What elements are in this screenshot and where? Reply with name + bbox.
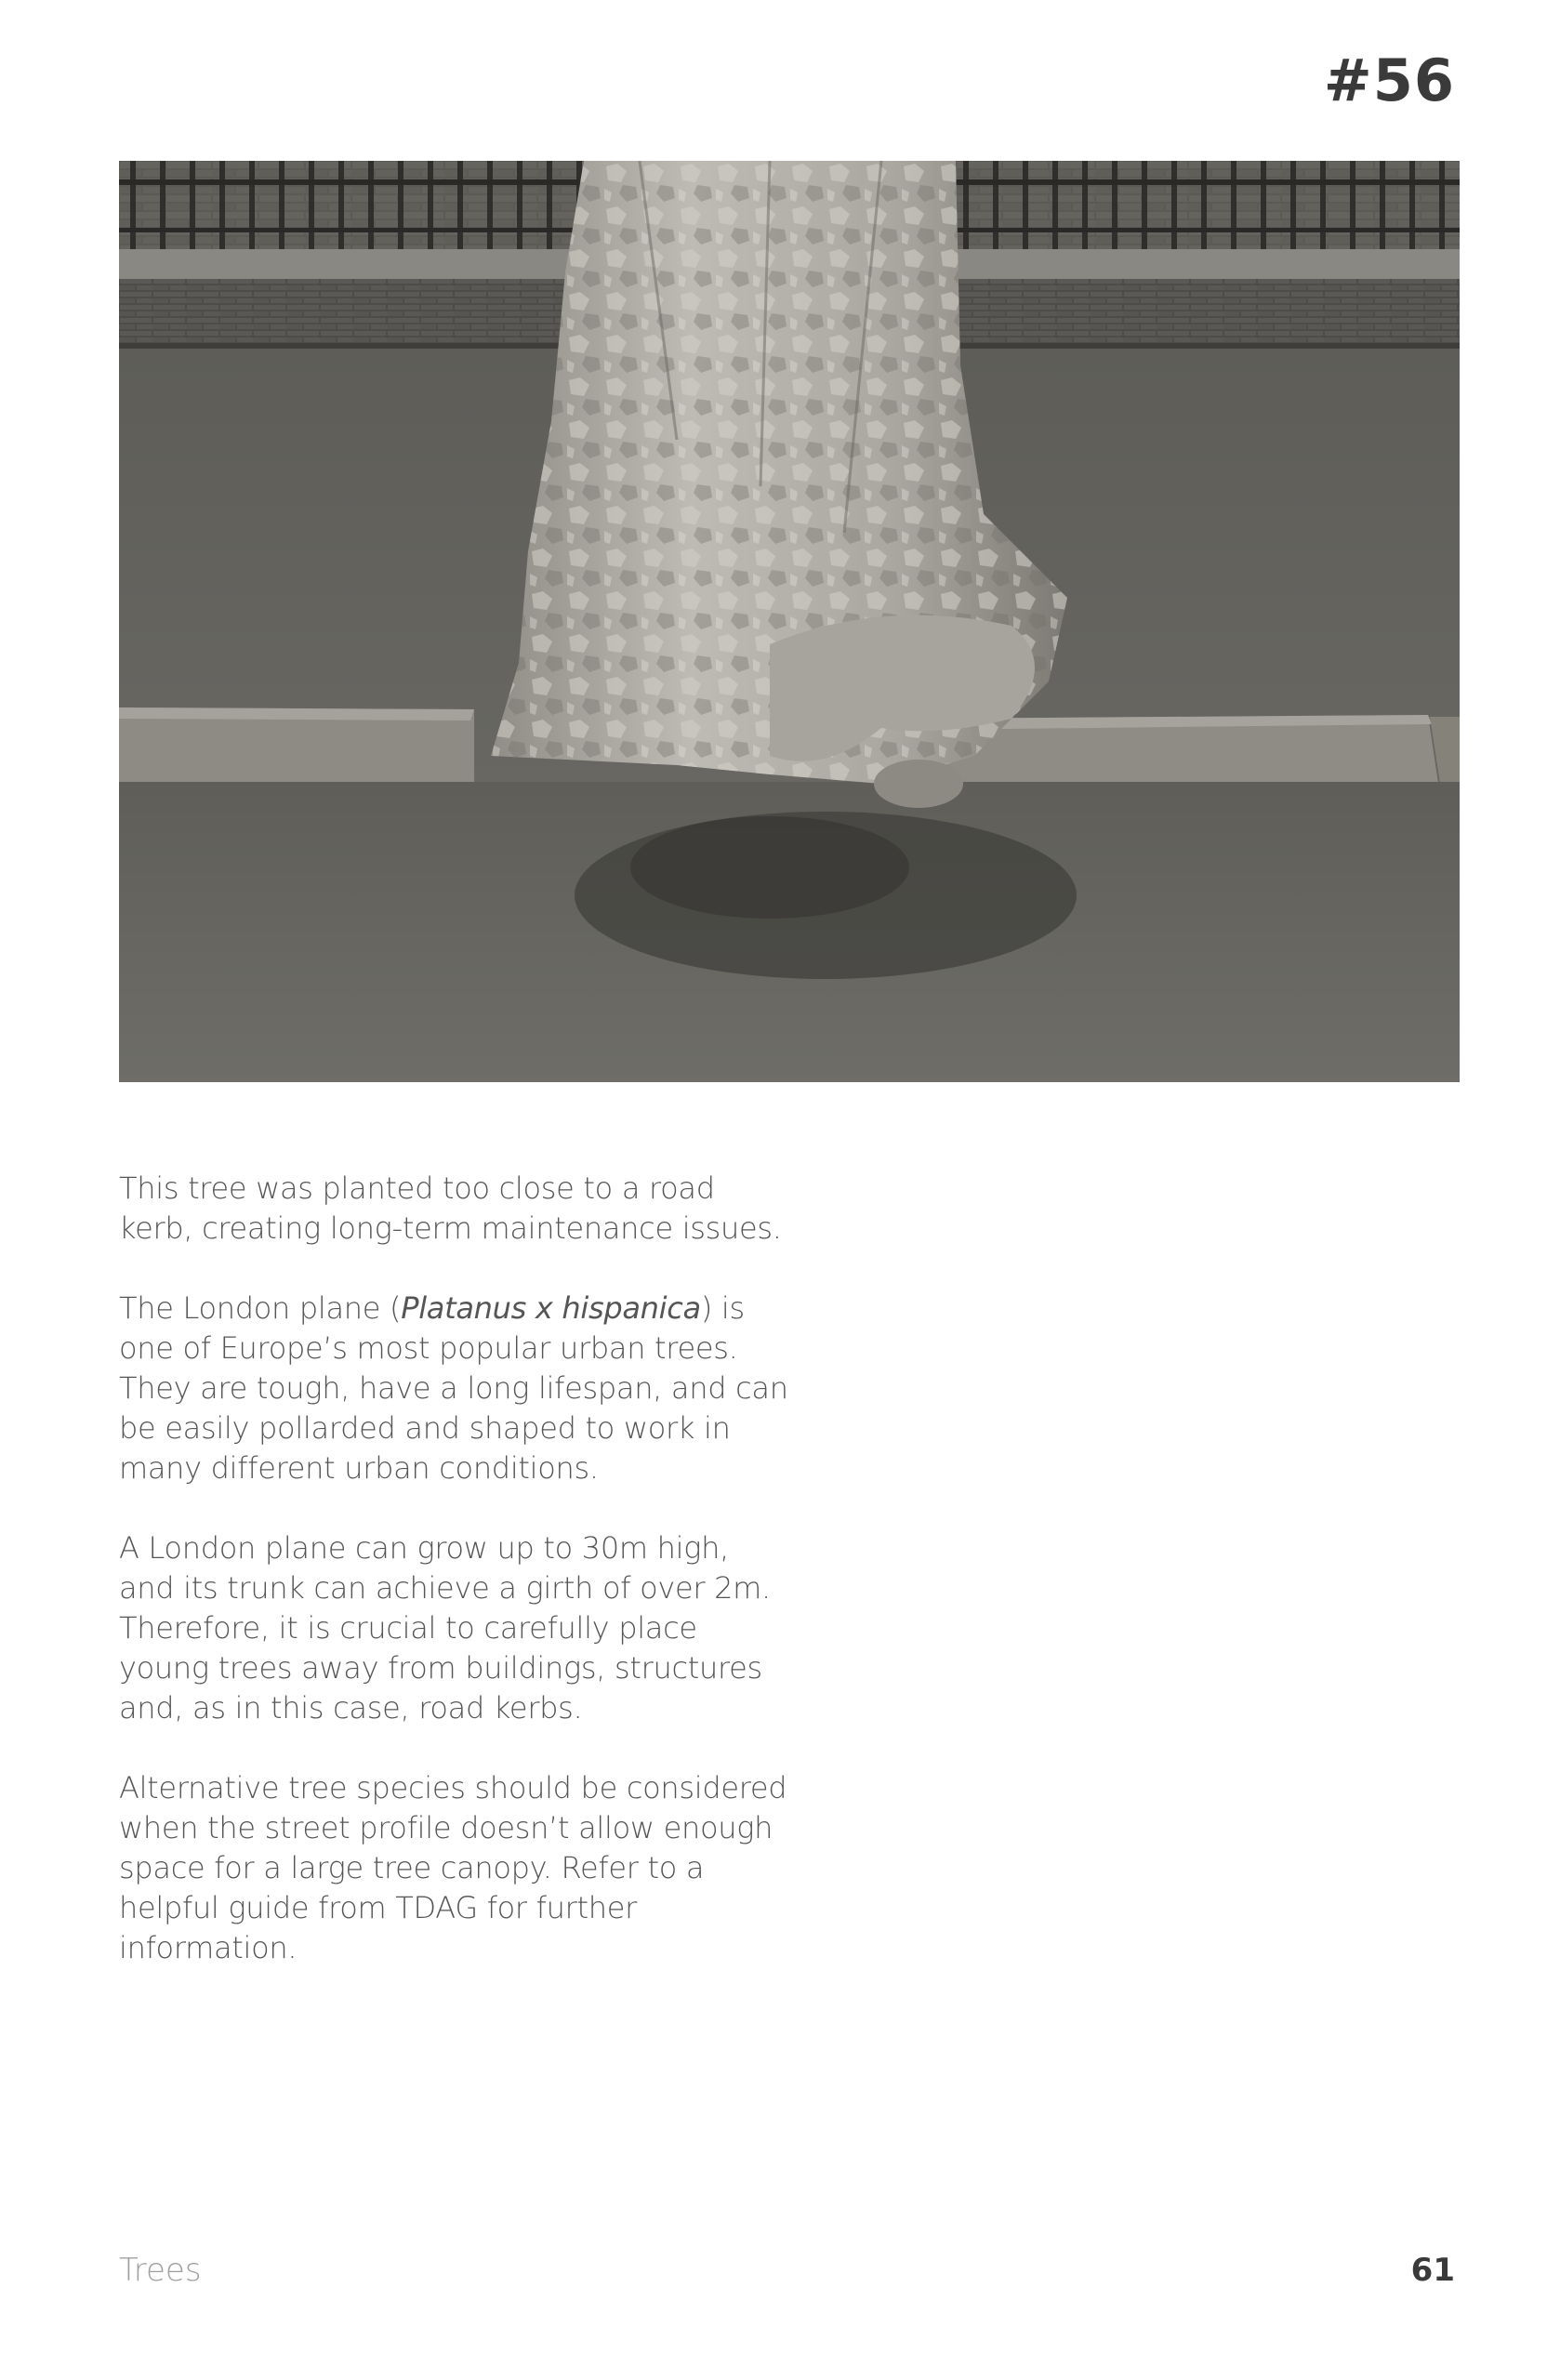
section-name: Trees	[119, 2252, 202, 2289]
case-number: #56	[1323, 46, 1455, 114]
paragraph-intro: This tree was planted too close to a road kerb, creating long-term maintenance issues.	[119, 1170, 782, 1246]
species-name: Platanus x hispanica	[401, 1290, 701, 1326]
article-body	[119, 1169, 788, 2008]
paragraph-growth: A London plane can grow up to 30m high, and its trunk can achieve a girth of over 2m. Therefore, it is crucial to carefully place young trees away from buildings, structures and, as in this case, road kerbs.	[119, 1530, 771, 1726]
paragraph-alternatives: Alternative tree species should be considered when the street profile doesn’t allow enough space for a large tree canopy. Refer to a helpful guide from TDAG for further information.	[119, 1770, 787, 1965]
paragraph-london-plane: The London plane (Platanus x hispanica) is one of Europe’s most popular urban trees. They are tough, have a long lifespan, and can be easily pollarded and shaped to work in many different urban conditions.	[119, 1290, 788, 1486]
page-number: 61	[1410, 2252, 1455, 2289]
tree-photo	[119, 161, 1460, 1082]
